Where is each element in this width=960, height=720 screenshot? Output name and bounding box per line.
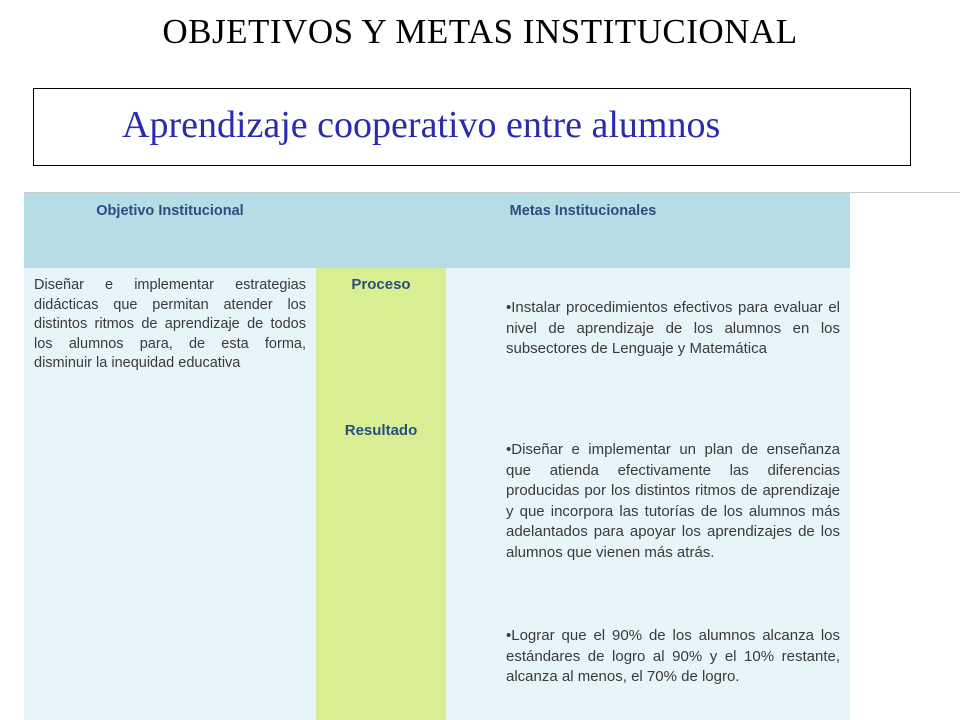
metas-cell <box>446 268 850 720</box>
header-objetivo-institucional: Objetivo Institucional <box>96 203 244 219</box>
slide-title: OBJETIVOS Y METAS INSTITUCIONAL <box>162 12 798 51</box>
meta-item-resultado-plan: •Diseñar e implementar un plan de enseñanza que atienda efectivamente las diferencias producidas por los distintos ritmos de aprendizaje y que incorpora las tutorías de los alumnos más adelantados para apoyar los aprendizajes de los alumnos que vienen más atrás. <box>506 441 840 561</box>
tipo-cell <box>316 268 446 720</box>
slide-subtitle: Aprendizaje cooperativo entre alumnos <box>122 104 721 146</box>
tipo-proceso-label: Proceso <box>351 276 411 293</box>
tipo-resultado-label: Resultado <box>344 422 418 439</box>
table-header-row <box>24 193 850 268</box>
meta-item-resultado-logro: •Lograr que el 90% de los alumnos alcanza los estándares de logro al 90% y el 10% restante, alcanza al menos, el 70% de logro. <box>506 627 840 686</box>
subtitle-box <box>33 88 911 166</box>
objetivo-cell <box>24 268 316 720</box>
objetivo-text: Diseñar e implementar estrategias didácticas que permitan atender los distintos ritmos de aprendizaje de todos los alumnos para, de esta forma, disminuir la inequidad educativa <box>34 277 306 372</box>
meta-item-proceso: •Instalar procedimientos efectivos para evaluar el nivel de aprendizaje de los alumnos en los subsectores de Lenguaje y Matemática <box>506 299 840 358</box>
header-metas-institucionales: Metas Institucionales <box>509 203 657 219</box>
